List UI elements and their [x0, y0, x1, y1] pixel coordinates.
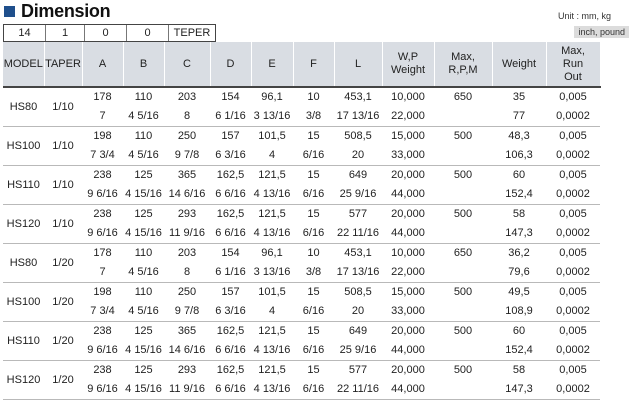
value-cell: 44,000	[382, 380, 434, 400]
unit-imperial: inch, pound	[574, 26, 629, 38]
value-cell: 4 5/16	[123, 263, 164, 283]
value-cell: 453,1	[344, 247, 372, 259]
value-cell: 162,5	[216, 169, 245, 181]
value-cell: 152,4	[492, 185, 546, 205]
table-row-imperial	[3, 302, 600, 322]
value-cell: 6 6/16	[210, 380, 251, 400]
value-cell: 293	[177, 364, 197, 376]
value-cell: 6/16	[293, 146, 334, 166]
value-cell: 3 13/16	[251, 107, 293, 127]
model-code-row	[3, 24, 216, 42]
column-header-f: F	[293, 42, 334, 87]
value-cell: 0,005	[559, 208, 587, 220]
value-cell: 58	[512, 208, 526, 220]
value-cell: 121,5	[258, 208, 286, 220]
value-cell: 6 1/16	[210, 107, 251, 127]
value-cell: 11 9/16	[164, 380, 210, 400]
unit-metric: Unit : mm, kg	[557, 11, 611, 21]
value-cell: 36,2	[508, 247, 530, 259]
value-cell: 35	[512, 91, 526, 103]
table-row-imperial	[3, 224, 600, 244]
taper-cell: 1/10	[44, 166, 82, 205]
code-cell: 0	[127, 25, 169, 41]
value-cell: 108,9	[492, 302, 546, 322]
value-cell: 250	[177, 130, 197, 142]
table-row-imperial	[3, 380, 600, 400]
value-cell: 0,0002	[546, 146, 600, 166]
value-cell: 15	[307, 130, 320, 142]
value-cell: 60	[512, 169, 526, 181]
value-cell: 22,000	[382, 263, 434, 283]
value-cell: 0,0002	[546, 185, 600, 205]
value-cell: 10,000	[391, 247, 425, 259]
column-header-model: MODEL	[3, 42, 44, 87]
value-cell: 250	[177, 286, 197, 298]
value-cell: 25 9/16	[334, 341, 382, 361]
value-cell: 6 6/16	[210, 224, 251, 244]
code-cell: 0	[85, 25, 127, 41]
value-cell: 6/16	[293, 302, 334, 322]
value-cell: 9 7/8	[164, 146, 210, 166]
value-cell: 4 15/16	[123, 185, 164, 205]
value-cell: 162,5	[216, 208, 245, 220]
table-row-imperial	[3, 185, 600, 205]
value-cell: 4 13/16	[251, 380, 293, 400]
value-cell: 238	[93, 325, 112, 337]
value-cell: 106,3	[492, 146, 546, 166]
value-cell: 15	[307, 325, 320, 337]
value-cell: 101,5	[258, 130, 286, 142]
title-square-icon	[4, 6, 15, 17]
value-cell: 238	[93, 364, 112, 376]
code-cell: 1	[46, 25, 85, 41]
value-cell: 6/16	[293, 185, 334, 205]
value-cell: 4	[251, 302, 293, 322]
value-cell: 0,005	[559, 169, 587, 181]
rpm-cell: 500	[434, 205, 492, 244]
value-cell: 157	[221, 286, 240, 298]
value-cell: 125	[134, 364, 153, 376]
value-cell: 10	[307, 247, 320, 259]
taper-cell: 1/10	[44, 87, 82, 127]
value-cell: 649	[348, 169, 368, 181]
table-row	[3, 87, 600, 107]
value-cell: 0,0002	[546, 341, 600, 361]
value-cell: 44,000	[382, 224, 434, 244]
value-cell: 0,0002	[546, 302, 600, 322]
value-cell: 33,000	[382, 146, 434, 166]
value-cell: 125	[134, 169, 153, 181]
value-cell: 79,6	[492, 263, 546, 283]
page-title: Dimension	[21, 0, 111, 21]
value-cell: 4 13/16	[251, 341, 293, 361]
value-cell: 77	[492, 107, 546, 127]
value-cell: 0,005	[559, 364, 587, 376]
column-header-a: A	[82, 42, 123, 87]
value-cell: 125	[134, 208, 153, 220]
table-row-imperial	[3, 263, 600, 283]
value-cell: 577	[348, 208, 368, 220]
value-cell: 6 1/16	[210, 263, 251, 283]
value-cell: 4 15/16	[123, 224, 164, 244]
value-cell: 101,5	[258, 286, 286, 298]
value-cell: 8	[164, 107, 210, 127]
value-cell: 293	[177, 208, 197, 220]
value-cell: 11 9/16	[164, 224, 210, 244]
column-header-taper: TAPER	[44, 42, 82, 87]
value-cell: 154	[221, 247, 240, 259]
model-cell: HS80	[3, 244, 44, 283]
rpm-cell: 500	[434, 322, 492, 361]
value-cell: 4	[251, 146, 293, 166]
value-cell: 0,005	[559, 247, 587, 259]
value-cell: 162,5	[216, 364, 245, 376]
model-cell: HS120	[3, 361, 44, 400]
value-cell: 0,005	[559, 130, 587, 142]
value-cell: 3/8	[293, 107, 334, 127]
value-cell: 6/16	[293, 380, 334, 400]
value-cell: 20,000	[391, 364, 425, 376]
column-header-wp-weight: W,P Weight	[382, 42, 434, 87]
table-row	[3, 205, 600, 225]
value-cell: 6 3/16	[210, 302, 251, 322]
value-cell: 4 13/16	[251, 185, 293, 205]
value-cell: 3 13/16	[251, 263, 293, 283]
value-cell: 22,000	[382, 107, 434, 127]
table-row	[3, 361, 600, 381]
dimension-table	[3, 42, 601, 400]
value-cell: 178	[93, 247, 112, 259]
value-cell: 0,005	[559, 325, 587, 337]
taper-cell: 1/20	[44, 361, 82, 400]
taper-cell: 1/20	[44, 244, 82, 283]
value-cell: 6 6/16	[210, 341, 251, 361]
value-cell: 0,0002	[546, 224, 600, 244]
value-cell: 121,5	[258, 364, 286, 376]
value-cell: 6 6/16	[210, 185, 251, 205]
value-cell: 60	[512, 325, 526, 337]
rpm-cell: 650	[434, 87, 492, 127]
column-header-d: D	[210, 42, 251, 87]
value-cell: 4 5/16	[123, 146, 164, 166]
value-cell: 157	[221, 130, 240, 142]
model-cell: HS110	[3, 322, 44, 361]
value-cell: 3/8	[293, 263, 334, 283]
table-row	[3, 244, 600, 264]
value-cell: 147,3	[492, 224, 546, 244]
value-cell: 0,0002	[546, 263, 600, 283]
value-cell: 4 15/16	[123, 380, 164, 400]
value-cell: 110	[134, 247, 153, 259]
section-header	[0, 0, 110, 22]
value-cell: 15	[307, 286, 320, 298]
rpm-cell: 500	[434, 127, 492, 166]
value-cell: 0,005	[559, 286, 587, 298]
value-cell: 8	[164, 263, 210, 283]
value-cell: 10,000	[391, 91, 425, 103]
value-cell: 15,000	[391, 130, 425, 142]
value-cell: 238	[93, 169, 112, 181]
value-cell: 6/16	[293, 341, 334, 361]
code-cell: TEPER	[169, 25, 215, 41]
table-row	[3, 166, 600, 186]
value-cell: 121,5	[258, 325, 286, 337]
model-cell: HS100	[3, 283, 44, 322]
value-cell: 508,5	[344, 286, 372, 298]
table-header-row	[3, 42, 600, 87]
value-cell: 649	[348, 325, 368, 337]
value-cell: 7 3/4	[82, 302, 123, 322]
value-cell: 9 6/16	[82, 380, 123, 400]
value-cell: 178	[93, 91, 112, 103]
table-row-imperial	[3, 107, 600, 127]
rpm-cell: 650	[434, 244, 492, 283]
value-cell: 9 7/8	[164, 302, 210, 322]
value-cell: 7 3/4	[82, 146, 123, 166]
code-cell: 14	[4, 25, 46, 41]
value-cell: 17 13/16	[334, 107, 382, 127]
value-cell: 15,000	[391, 286, 425, 298]
model-cell: HS120	[3, 205, 44, 244]
value-cell: 22 11/16	[334, 380, 382, 400]
value-cell: 0,0002	[546, 380, 600, 400]
value-cell: 453,1	[344, 91, 372, 103]
value-cell: 0,005	[559, 91, 587, 103]
column-header-max-run-out: Max, Run Out	[546, 42, 600, 87]
value-cell: 44,000	[382, 341, 434, 361]
value-cell: 147,3	[492, 380, 546, 400]
value-cell: 6 3/16	[210, 146, 251, 166]
value-cell: 22 11/16	[334, 224, 382, 244]
value-cell: 110	[134, 91, 153, 103]
column-header-e: E	[251, 42, 293, 87]
column-header-c: C	[164, 42, 210, 87]
taper-cell: 1/10	[44, 127, 82, 166]
value-cell: 4 5/16	[123, 302, 164, 322]
rpm-cell: 500	[434, 166, 492, 205]
value-cell: 25 9/16	[334, 185, 382, 205]
value-cell: 203	[177, 247, 197, 259]
value-cell: 58	[512, 364, 526, 376]
value-cell: 121,5	[258, 169, 286, 181]
table-row-imperial	[3, 341, 600, 361]
value-cell: 4 13/16	[251, 224, 293, 244]
value-cell: 96,1	[261, 91, 283, 103]
value-cell: 508,5	[344, 130, 372, 142]
value-cell: 20,000	[391, 208, 425, 220]
value-cell: 365	[177, 325, 197, 337]
model-cell: HS100	[3, 127, 44, 166]
value-cell: 15	[307, 169, 320, 181]
column-header-b: B	[123, 42, 164, 87]
value-cell: 7	[82, 107, 123, 127]
value-cell: 96,1	[261, 247, 283, 259]
value-cell: 238	[93, 208, 112, 220]
rpm-cell: 500	[434, 283, 492, 322]
value-cell: 154	[221, 91, 240, 103]
value-cell: 203	[177, 91, 197, 103]
value-cell: 14 6/16	[164, 185, 210, 205]
value-cell: 152,4	[492, 341, 546, 361]
value-cell: 20,000	[391, 169, 425, 181]
taper-cell: 1/10	[44, 205, 82, 244]
value-cell: 20,000	[391, 325, 425, 337]
model-cell: HS110	[3, 166, 44, 205]
rpm-cell: 500	[434, 361, 492, 400]
value-cell: 162,5	[216, 325, 245, 337]
table-row-imperial	[3, 146, 600, 166]
value-cell: 33,000	[382, 302, 434, 322]
table-row	[3, 127, 600, 147]
value-cell: 14 6/16	[164, 341, 210, 361]
value-cell: 9 6/16	[82, 185, 123, 205]
column-header-l: L	[334, 42, 382, 87]
value-cell: 125	[134, 325, 153, 337]
model-cell: HS80	[3, 87, 44, 127]
table-row	[3, 283, 600, 303]
value-cell: 4 5/16	[123, 107, 164, 127]
taper-cell: 1/20	[44, 283, 82, 322]
value-cell: 198	[93, 286, 112, 298]
value-cell: 0,0002	[546, 107, 600, 127]
value-cell: 110	[134, 286, 153, 298]
value-cell: 15	[307, 208, 320, 220]
value-cell: 49,5	[508, 286, 530, 298]
value-cell: 48,3	[508, 130, 530, 142]
value-cell: 9 6/16	[82, 341, 123, 361]
value-cell: 44,000	[382, 185, 434, 205]
value-cell: 577	[348, 364, 368, 376]
value-cell: 7	[82, 263, 123, 283]
value-cell: 365	[177, 169, 197, 181]
value-cell: 20	[334, 302, 382, 322]
table-row	[3, 322, 600, 342]
column-header-max-rpm: Max, R,P,M	[434, 42, 492, 87]
value-cell: 110	[134, 130, 153, 142]
value-cell: 4 15/16	[123, 341, 164, 361]
column-header-weight: Weight	[492, 42, 546, 87]
value-cell: 198	[93, 130, 112, 142]
value-cell: 17 13/16	[334, 263, 382, 283]
value-cell: 10	[307, 91, 320, 103]
value-cell: 15	[307, 364, 320, 376]
value-cell: 20	[334, 146, 382, 166]
value-cell: 9 6/16	[82, 224, 123, 244]
value-cell: 6/16	[293, 224, 334, 244]
taper-cell: 1/20	[44, 322, 82, 361]
